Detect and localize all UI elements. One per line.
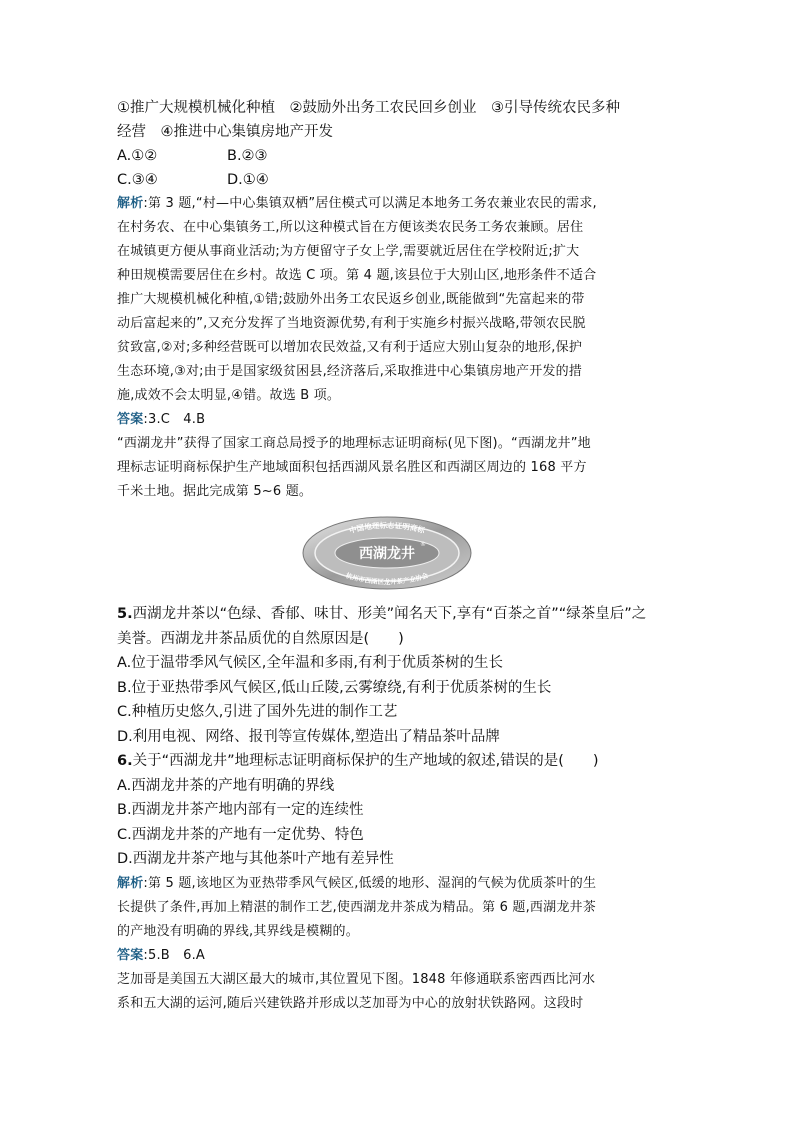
logo-top-text: 中国地理标志证明商标: [348, 520, 426, 536]
answer-text: :5.B 6.A: [143, 947, 206, 963]
q6-stem: 6.关于“西湖龙井”地理标志证明商标保护的生产地域的叙述,错误的是( ): [117, 753, 599, 769]
q6-option-b: B.西湖龙井茶产地内部有一定的连续性: [117, 802, 364, 818]
longjing-trademark-logo: [117, 516, 657, 590]
q3-4-options-row2: [117, 168, 657, 192]
q6-option-d: D.西湖龙井茶产地与其他茶叶产地有差异性: [117, 851, 394, 867]
q3-4-statement-line2: 经营 ④推进中心集镇房地产开发: [117, 124, 333, 140]
intro2-line: 千米土地。据此完成第 5~6 题。: [117, 484, 313, 499]
option-c: C.③④: [117, 172, 158, 188]
logo-bottom-text: 杭州市西湖区龙井茶产业协会: [344, 571, 430, 586]
q5-number: 5.: [117, 606, 133, 622]
option-d: D.①④: [227, 172, 269, 188]
logo-center-text: 西湖龙井: [359, 546, 415, 562]
option-b: B.②③: [227, 148, 268, 164]
answer1: [117, 408, 657, 432]
analysis1-line: 贫致富,②对;多种经营既可以增加农民效益,又有利于适应大别山复杂的地形,保护: [117, 340, 583, 355]
intro3-line: 芝加哥是美国五大湖区最大的城市,其位置见下图。1848 年修通联系密西西比河水: [117, 971, 596, 987]
intro3-line: 系和五大湖的运河,随后兴建铁路并形成以芝加哥为中心的放射状铁路网。这段时: [117, 995, 584, 1011]
analysis2-line: 长提供了条件,再加上精湛的制作工艺,使西湖龙井茶成为精品。第 6 题,西湖龙井茶: [117, 899, 596, 915]
answer-text: :3.C 4.B: [143, 412, 206, 427]
analysis1-line: 动后富起来的”,又充分发挥了当地资源优势,有利于实施乡村振兴战略,带领农民脱: [117, 316, 586, 331]
q5-option-a: A.位于温带季风气候区,全年温和多雨,有利于优质茶树的生长: [117, 655, 503, 671]
q6-number: 6.: [117, 753, 133, 769]
analysis1-line: 在村务农、在中心集镇务工,所以这种模式旨在方便该类农民务工务农兼顾。居住: [117, 220, 584, 235]
analysis-label: 解析: [117, 196, 144, 211]
analysis1-line: 生态环境,③对;由于是国家级贫困县,经济落后,采取推进中心集镇房地产开发的措: [117, 364, 583, 379]
answer-label: 答案: [117, 947, 144, 963]
q3-4-options-row1: [117, 144, 657, 168]
analysis1-line: 在城镇更方便从事商业活动;为方便留守子女上学,需要就近居住在学校附近;扩大: [117, 244, 580, 259]
intro2-line: “西湖龙井”获得了国家工商总局授予的地理标志证明商标(见下图)。“西湖龙井”地: [117, 436, 591, 451]
intro2-line: 理标志证明商标保护生产地域面积包括西湖风景名胜区和西湖区周边的 168 平方: [117, 460, 587, 475]
analysis2-line: 的产地没有明确的界线,其界线是模糊的。: [117, 923, 359, 939]
q5-stem-line1: 5.西湖龙井茶以“色绿、香郁、味甘、形美”闻名天下,享有“百茶之首”“绿茶皇后”之: [117, 606, 647, 622]
q5-option-b: B.位于亚热带季风气候区,低山丘陵,云雾缭绕,有利于优质茶树的生长: [117, 679, 552, 696]
analysis-label: 解析: [117, 875, 144, 891]
document-page: [117, 96, 657, 1016]
q5-option-d: D.利用电视、网络、报刊等宣传媒体,塑造出了精品茶叶品牌: [117, 728, 500, 745]
option-a: A.①②: [117, 148, 158, 164]
analysis2-line: 解析:第 5 题,该地区为亚热带季风气候区,低缓的地形、湿润的气候为优质茶叶的生: [117, 875, 597, 891]
analysis1-line: 种田规模需要居住在乡村。故选 C 项。第 4 题,该县位于大别山区,地形条件不适合: [117, 268, 597, 283]
q5-option-c: C.种植历史悠久,引进了国外先进的制作工艺: [117, 704, 398, 720]
trademark-seal-icon: [302, 516, 472, 590]
analysis1-line: 施,成效不会太明显,④错。故选 B 项。: [117, 388, 341, 403]
analysis1-line: 解析:第 3 题,“村—中心集镇双栖”居住模式可以满足本地务工务农兼业农民的需求,: [117, 196, 597, 211]
q6-option-c: C.西湖龙井茶的产地有一定优势、特色: [117, 826, 364, 843]
answer-label: 答案: [117, 412, 144, 427]
q6-option-a: A.西湖龙井茶的产地有明确的界线: [117, 777, 335, 794]
logo-registered-mark: ®: [420, 541, 426, 548]
q3-4-statement-line1: ①推广大规模机械化种植 ②鼓励外出务工农民回乡创业 ③引导传统农民多种: [117, 100, 620, 116]
answer2: [117, 944, 657, 968]
q5-stem-line2: 美誉。西湖龙井茶品质优的自然原因是( ): [117, 630, 404, 647]
analysis1-line: 推广大规模机械化种植,①错;鼓励外出务工农民返乡创业,既能做到“先富起来的带: [117, 292, 585, 307]
